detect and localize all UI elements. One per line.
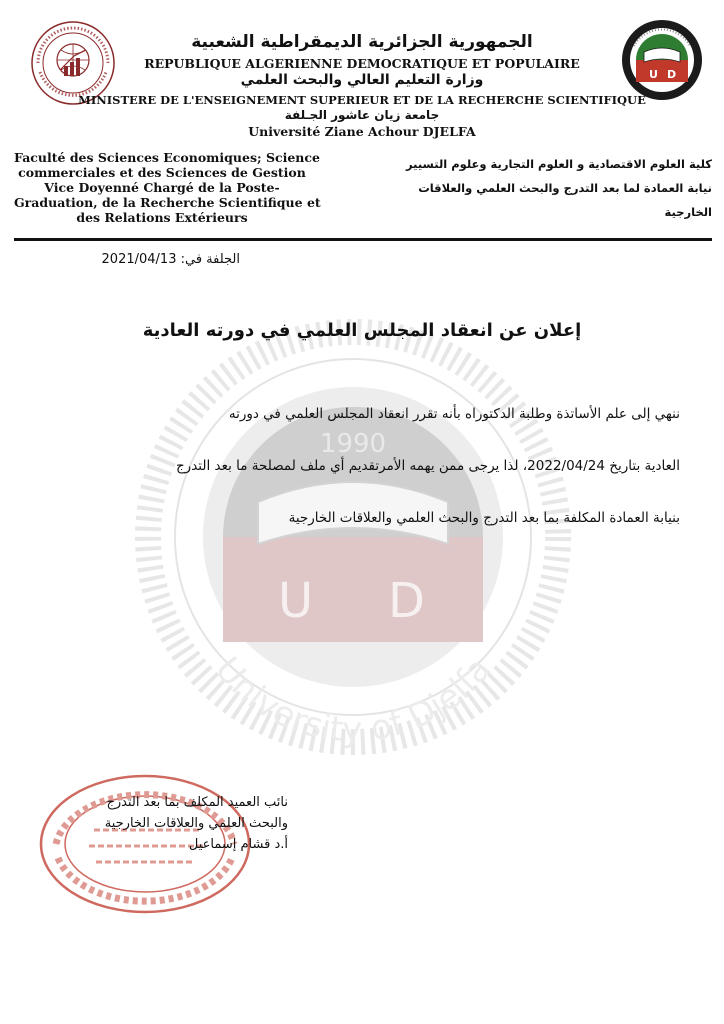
announcement-line: ننهي إلى علم الأساتذة وطلبة الدكتوراه بأنه تقرر انعقاد المجلس العلمي في دورته [228, 406, 680, 422]
faculty-fr-line: Vice Doyenné Chargé de la Poste- [44, 180, 280, 195]
date-line [40, 252, 240, 267]
signature-block [44, 792, 288, 855]
faculty-fr-line: Faculté des Sciences Economiques; Science [14, 150, 320, 165]
watermark-letter-d: D [388, 573, 425, 629]
header-fr-university: Université Ziane Achour DJELFA [248, 124, 476, 139]
watermark-arc-path: University of Djelfa [206, 649, 500, 751]
faculty-ar-block [372, 152, 712, 224]
logo-letter-d: D [667, 68, 677, 81]
date-value: 2021/04/13 [101, 252, 177, 267]
date-label: الجلفة في: [180, 252, 240, 267]
watermark-year: 1990 [319, 429, 387, 459]
faculty-fr-line: commerciales et des Sciences de Gestion [18, 165, 306, 180]
faculty-ar-line: نيابة العمادة لما بعد التدرج والبحث العلمي والعلاقات [418, 181, 712, 195]
header-fr-ministry: MINISTERE DE L'ENSEIGNEMENT SUPERIEUR ET DE LA RECHERCHE SCIENTIFIQUE [78, 93, 646, 107]
header-ar-university: جامعة زيان عاشور الجـلفة [284, 108, 440, 122]
announcement-body [40, 388, 680, 544]
faculty-fr-line: Graduation, de la Recherche Scientifique et [14, 195, 321, 210]
header-divider [14, 238, 712, 241]
university-watermark [118, 312, 588, 782]
announcement-title: إعلان عن انعقاد المجلس العلمي في دورته العادية [142, 320, 582, 341]
faculty-ar-line: الخارجية [664, 205, 712, 219]
faculty-fr-line: des Relations Extérieurs [76, 210, 248, 225]
header-ar-republic: الجمهورية الجزائرية الديمقراطية الشعبية [191, 32, 533, 52]
signature-line: نائب العميد المكلف بما بعد التدرج [106, 795, 288, 810]
header-fr-republic: REPUBLIQUE ALGERIENNE DEMOCRATIQUE ET POPULAIRE [144, 56, 580, 71]
header-ar-ministry: وزارة التعليم العالي والبحث العلمي [240, 72, 484, 88]
watermark-letter-u: U [278, 573, 314, 629]
faculty-fr-block [14, 150, 321, 225]
signature-name: أ.د قشام إسماعيل [188, 837, 288, 852]
signature-line: والبحث العلمي والعلاقات الخارجية [104, 816, 288, 831]
announcement-line: بنيابة العمادة المكلفة بما بعد التدرج والبحث العلمي والعلاقات الخارجية [288, 510, 680, 526]
faculty-ar-line: كلية العلوم الاقتصادية و العلوم التجارية وعلوم التسيير [406, 157, 712, 171]
logo-letter-u: U [649, 68, 658, 81]
announcement-line: العادية بتاريخ 2022/04/24، لذا يرجى ممن يهمه الأمرتقديم أي ملف لمصلحة ما بعد التدرج [175, 458, 680, 474]
